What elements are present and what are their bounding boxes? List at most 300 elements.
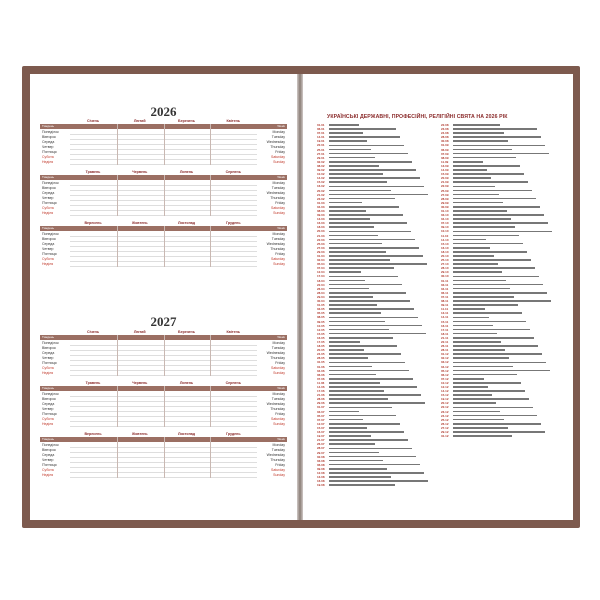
holiday-date: 18.11 [441,331,449,336]
holiday-text [329,411,359,413]
holiday-text [329,124,359,126]
month-separator [164,386,165,427]
holiday-text [329,181,387,183]
weekday-label-en: Friday [275,201,285,205]
holiday-text [453,345,538,347]
holiday-text [453,394,492,396]
holiday-text [453,378,484,380]
holiday-date: 15.11 [441,319,449,324]
holiday-date: 17.05 [317,339,325,344]
holiday-text [329,271,361,273]
month-separator [164,335,165,376]
holiday-text [329,390,384,392]
holiday-text [329,374,376,376]
holiday-text [329,226,374,228]
month-separator [210,335,211,376]
holiday-date: 01.11 [441,278,449,283]
holidays-list [317,123,561,503]
holiday-text [453,202,503,204]
holiday-text [329,362,405,364]
week-label: Тиждень [40,175,70,180]
holiday-date: 07.09 [441,151,449,156]
holiday-text [453,382,521,384]
holiday-date: 15.10 [441,241,449,246]
weekday-label: Понеділок [42,341,59,345]
holiday-date: 19.08 [317,483,325,488]
holiday-text [453,124,500,126]
holiday-date: 14.10 [441,237,449,242]
holiday-text [453,128,537,130]
holiday-text [329,419,363,421]
holiday-text [453,407,533,409]
holiday-text [329,128,396,130]
weekday-label-en: Friday [275,150,285,154]
holiday-text [453,177,491,179]
holiday-date: 16.02 [317,184,325,189]
weekday-label-en: Tuesday [271,186,285,190]
calendar-2026 [40,119,287,272]
holiday-date: 07.01 [317,131,325,136]
holiday-text [453,255,494,257]
holiday-text [329,284,402,286]
weekday-label-en: Tuesday [271,135,285,139]
holiday-text [329,300,410,302]
weekday-label-en: Thursday [270,407,285,411]
holiday-date: 13.03 [317,217,325,222]
weekday-label: Понеділок [42,130,59,134]
holiday-date: 04.06 [317,368,325,373]
holiday-text [453,312,522,314]
weekday-label-en: Thursday [270,247,285,251]
holiday-date: 26.07 [317,442,325,447]
week-label: Тиждень [40,335,70,340]
calendar-band [40,381,287,427]
holiday-text [453,300,551,302]
holiday-date: 08.05 [317,315,325,320]
holiday-date: 21.06 [317,393,325,398]
holiday-date: 21.07 [317,438,325,443]
holiday-date: 01.10 [441,208,449,213]
holiday-date: 18.10 [441,249,449,254]
weekday-label: Неділя [42,473,54,477]
holiday-date: 18.05 [317,344,325,349]
holiday-text [453,308,485,310]
year-title-2027: 2027 [150,314,177,329]
holiday-text [453,132,504,134]
holiday-text [329,288,369,290]
holiday-text [329,157,375,159]
holiday-text [329,317,418,319]
month-name: Лютий [133,330,146,334]
holiday-text [453,317,489,319]
holiday-text [329,386,417,388]
month-name: Травень [85,381,101,385]
holiday-date: 16.07 [317,430,325,435]
month-name: Лютий [133,119,146,123]
holiday-date: 12.08 [317,470,325,475]
holiday-date: 22.04 [317,282,325,287]
weekday-label-en: Friday [275,412,285,416]
holiday-date: 18.04 [317,278,325,283]
holiday-text [329,366,372,368]
week-label: Тиждень [40,386,70,391]
holiday-text [329,370,409,372]
holiday-date: 04.11 [441,286,449,291]
holiday-date: 15.02 [317,180,325,185]
holiday-text [453,157,516,159]
month-separator [117,226,118,267]
holiday-date: 07.06 [317,376,325,381]
weekday-label: Неділя [42,211,54,215]
holiday-date: 29.03 [317,249,325,254]
holiday-text [453,145,545,147]
holiday-date: 27.01 [317,151,325,156]
holiday-text [453,292,547,294]
weekday-label: Понеділок [42,443,59,447]
holiday-text [329,349,364,351]
holiday-date: 18.03 [317,225,325,230]
month-name: Серпень [225,381,241,385]
holiday-date: 07.04 [317,266,325,271]
weekday-label: П'ятниця [42,150,57,154]
calendar-band [40,432,287,478]
weekday-label-en: Wednesday [266,242,285,246]
weekday-label: Субота [42,155,54,159]
holiday-date: 12.04 [317,270,325,275]
holiday-date: 04.03 [317,204,325,209]
holiday-date: 27.10 [441,262,449,267]
holiday-text [329,267,394,269]
holiday-date: 08.02 [317,163,325,168]
month-name: Квітень [226,119,241,123]
weekday-label-en: Sunday [273,160,285,164]
holiday-text [453,194,499,196]
month-name: Березень [178,119,195,123]
holiday-date: 01.03 [317,200,325,205]
holiday-text [329,136,400,138]
holiday-date: 20.09 [441,176,449,181]
weekday-label-en: Saturday [270,417,285,421]
holiday-text [453,251,527,253]
holiday-date: 11.09 [441,159,449,164]
holiday-text [329,427,367,429]
holiday-date: 15.05 [317,331,325,336]
holiday-date: 25.01 [317,147,325,152]
holiday-text [329,198,395,200]
holiday-text [453,198,536,200]
holiday-date: 10.02 [317,172,325,177]
holiday-text [453,259,531,261]
week-label-en: Week [257,124,287,129]
holiday-text [453,321,526,323]
weekday-label: Вівторок [42,237,56,241]
holidays-page [303,74,573,520]
holiday-date: 28.08 [441,135,449,140]
month-name: Червень [132,381,148,385]
holiday-date: 26.04 [317,286,325,291]
holiday-date: 21.02 [317,192,325,197]
holiday-text [329,177,420,179]
holiday-date: 13.11 [441,311,449,316]
holiday-date: 03.12 [441,360,449,365]
holiday-text [453,206,540,208]
holiday-date: 02.12 [441,356,449,361]
holiday-date: 16.11 [441,323,449,328]
weekday-label-en: Wednesday [266,140,285,144]
holiday-date: 23.08 [441,127,449,132]
holiday-text [453,362,546,364]
month-separator [117,175,118,216]
month-name: Січень [86,330,100,334]
holiday-date: 20.10 [441,254,449,258]
holiday-text [329,149,371,151]
month-name: Жовтень [131,432,148,436]
holiday-date: 14.12 [441,389,449,394]
weekday-label: Середа [42,242,55,246]
holiday-date: 27.09 [441,192,449,197]
weekday-label-en: Monday [272,232,285,236]
month-separator [210,386,211,427]
holiday-date: 01.07 [317,405,325,410]
weekday-label-en: Sunday [273,473,285,477]
weekday-label-en: Friday [275,361,285,365]
holiday-text [453,190,532,192]
holiday-date: 10.05 [317,323,325,328]
holiday-text [329,333,426,335]
holiday-date: 28.07 [317,446,325,451]
holiday-text [329,292,406,294]
holiday-text [329,222,407,224]
holiday-text [453,304,518,306]
month-separator [210,124,211,165]
holiday-date: 13.08 [317,475,325,480]
weekday-label-en: Monday [272,341,285,345]
holiday-text [329,472,424,474]
holiday-date: 01.04 [317,254,325,258]
holiday-date: 22.11 [441,339,449,344]
month-name: Листопад [177,221,196,225]
holiday-text [329,280,365,282]
holiday-date: 05.04 [317,262,325,267]
weekday-label: Понеділок [42,181,59,185]
weekday-label: Субота [42,417,54,421]
holiday-date: 15.09 [441,172,449,177]
holiday-text [453,214,544,216]
holiday-date: 10.10 [441,229,449,234]
weekday-label-en: Sunday [273,422,285,426]
holiday-text [453,218,511,220]
holiday-text [453,222,548,224]
weekday-label: Вівторок [42,397,56,401]
holiday-date: 08.03 [317,208,325,213]
weekday-label-en: Saturday [270,257,285,261]
holiday-date: 22.08 [441,123,449,127]
holiday-text [329,464,420,466]
holiday-text [453,386,488,388]
holiday-date: 29.07 [317,450,325,455]
holiday-text [329,140,367,142]
holiday-date: 31.05 [317,360,325,365]
holiday-text [453,349,505,351]
holiday-text [453,267,535,269]
month-name: Жовтень [131,221,148,225]
holiday-text [453,431,545,433]
holiday-text [453,366,513,368]
holiday-date: 14.06 [317,385,325,389]
holiday-text [453,296,514,298]
holiday-text [453,263,498,265]
holiday-text [453,419,504,421]
holiday-text [453,186,495,188]
holiday-text [329,214,403,216]
weekday-label: Вівторок [42,135,56,139]
weekday-label: Неділя [42,422,54,426]
holiday-text [329,321,385,323]
week-label: Тиждень [40,437,70,442]
month-name: Грудень [225,432,241,436]
holiday-text [453,181,528,183]
calendar-band [40,221,287,267]
holiday-text [453,173,524,175]
holiday-text [329,460,383,462]
holiday-text [453,402,496,404]
month-name: Травень [85,170,101,174]
holiday-date: 27.03 [317,245,325,250]
holiday-text [329,161,412,163]
holiday-date: 12.05 [317,327,325,332]
month-separator [164,175,165,216]
holiday-date: 07.11 [441,294,449,299]
holiday-text [329,173,383,175]
holiday-date: 29.09 [441,200,449,205]
weekday-label-en: Friday [275,252,285,256]
holiday-text [329,345,397,347]
holiday-date: 21.03 [317,233,325,238]
holiday-text [453,210,507,212]
calendar-band [40,119,287,165]
holiday-date: 25.09 [441,188,449,193]
holiday-date: 16.10 [441,245,449,250]
holiday-text [329,202,362,204]
holiday-date: 28.04 [317,290,325,295]
weekday-label: Субота [42,206,54,210]
week-label-en: Week [257,335,287,340]
holiday-text [453,357,509,359]
holiday-text [453,247,490,249]
holiday-text [453,235,519,237]
holiday-date: 20.03 [317,229,325,234]
holiday-date: 24.05 [317,352,325,357]
holiday-text [329,448,412,450]
holiday-text [329,259,390,261]
holiday-date: 28.09 [441,196,449,201]
weekday-label-en: Sunday [273,262,285,266]
holiday-date: 22.12 [441,405,449,410]
holiday-date: 29.01 [317,155,325,160]
weekday-label-en: Wednesday [266,351,285,355]
holiday-text [329,468,387,470]
holiday-text [453,288,510,290]
holiday-date: 19.01 [317,139,325,144]
holiday-date: 07.07 [317,417,325,422]
weekday-label: Вівторок [42,186,56,190]
month-separator [164,437,165,478]
holiday-date: 06.11 [441,290,449,295]
holiday-text [329,263,427,265]
holiday-date: 06.09 [441,147,449,152]
weekday-label: Четвер [42,356,54,360]
holiday-date: 28.06 [317,397,325,402]
month-separator [210,437,211,478]
holiday-date: 19.12 [441,397,449,402]
holiday-date: 29.06 [317,401,325,406]
holiday-date: 25.10 [441,258,449,263]
weekday-label: Четвер [42,196,54,200]
holiday-text [453,333,497,335]
holiday-text [453,149,512,151]
holiday-text [329,169,416,171]
weekday-label-en: Tuesday [271,448,285,452]
holiday-date: 01.09 [441,143,449,148]
holiday-date: 15.12 [441,393,449,398]
holiday-text [329,452,379,454]
holiday-text [453,411,500,413]
holidays-column-2 [441,123,559,438]
weekday-label: Вівторок [42,448,56,452]
holiday-date: 28.05 [317,356,325,361]
holiday-date: 16.08 [317,479,325,484]
holiday-date: 07.12 [441,376,449,381]
holiday-text [329,415,396,417]
holiday-date: 01.05 [317,303,325,308]
holiday-text [329,325,422,327]
month-name: Червень [132,170,148,174]
holiday-date: 12.12 [441,385,449,389]
weekday-label: Субота [42,257,54,261]
weekday-label: П'ятниця [42,463,57,467]
week-label: Тиждень [40,124,70,129]
holiday-text [453,231,552,233]
holiday-text [329,235,378,237]
holiday-date: 26.12 [441,421,449,426]
weekday-label-en: Saturday [270,155,285,159]
weekday-label-en: Thursday [270,196,285,200]
holiday-text [453,239,486,241]
holiday-date: 14.02 [317,176,325,181]
weekday-label: Середа [42,140,55,144]
holiday-date: 22.03 [317,237,325,242]
holiday-text [329,431,404,433]
holiday-text [329,423,400,425]
holiday-text [453,341,501,343]
holiday-date: 03.10 [441,213,449,218]
weekday-label-en: Saturday [270,206,285,210]
holiday-date: 17.11 [441,327,449,332]
holiday-text [453,398,529,400]
weekday-label-en: Wednesday [266,453,285,457]
calendar-2027 [40,330,287,483]
holiday-date: 02.04 [317,258,325,263]
holiday-date: 07.10 [441,221,449,226]
holidays-column-1 [317,123,435,487]
holiday-date: 06.08 [317,462,325,467]
year-title-2026: 2026 [150,104,177,119]
weekday-label-en: Saturday [270,468,285,472]
weekday-label: Понеділок [42,392,59,396]
holiday-text [453,353,542,355]
week-label-en: Week [257,175,287,180]
weekday-label-en: Thursday [270,356,285,360]
